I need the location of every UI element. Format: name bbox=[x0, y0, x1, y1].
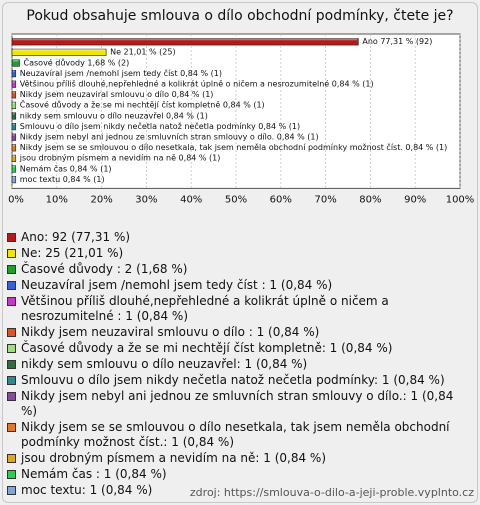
bar-data-label: Ano 77,31 % (92) bbox=[362, 37, 433, 47]
legend-swatch bbox=[7, 344, 16, 353]
bar-data-label: Smlouvu o dílo jsem nikdy nečetla natož nečetla podmínky 0,84 % (1) bbox=[19, 121, 301, 131]
bar-highlight bbox=[13, 70, 15, 72]
x-tick-label: 100% bbox=[445, 194, 475, 206]
legend-swatch bbox=[7, 297, 16, 306]
legend-item bbox=[6, 325, 472, 340]
legend-swatch bbox=[7, 281, 16, 290]
bar-chart-plot bbox=[0, 30, 480, 230]
legend-item bbox=[6, 294, 472, 324]
bar-highlight bbox=[13, 145, 15, 147]
legend-swatch bbox=[7, 454, 16, 463]
bar-highlight bbox=[13, 81, 15, 83]
legend-item bbox=[6, 357, 472, 372]
legend-label: Neuzavíral jsem /nemohl jsem tedy číst : 1 (0,84 %) bbox=[21, 278, 333, 292]
bar-data-label: Nikdy jsem nebyl ani jednou ze smluvních stran smlouvy o dílo. 0,84 % (1) bbox=[19, 132, 319, 142]
x-tick-label: 80% bbox=[359, 194, 382, 206]
bar-data-label: jsou drobným písmem a nevidím na ně 0,84 % (1) bbox=[19, 153, 221, 163]
legend-label: nikdy sem smlouvu o dílo neuzavřel: 1 (0,84 %) bbox=[21, 357, 308, 371]
x-tick-label: 20% bbox=[90, 194, 113, 206]
bar-data-label: Nikdy jsem neuzaviral smlouvu o dílo 0,84 % (1) bbox=[19, 90, 214, 100]
bar-data-label: nikdy sem smlouvu o dílo neuzavřel 0,84 % (1) bbox=[19, 111, 208, 121]
bar-highlight bbox=[13, 123, 15, 125]
legend-item bbox=[6, 230, 472, 245]
legend-item bbox=[6, 278, 472, 293]
legend-label: Většinou příliš dlouhé,nepřehledné a kolikrát úplně o ničem a nesrozumitelné : 1 (0,84 %) bbox=[21, 294, 389, 323]
legend-swatch bbox=[7, 470, 16, 479]
legend-label: Časové důvody : 2 (1,68 %) bbox=[21, 262, 188, 276]
legend-item bbox=[6, 246, 472, 261]
chart-title: Pokud obsahuje smlouva o dílo obchodní podmínky, čtete je? bbox=[26, 8, 454, 24]
legend-label: Časové důvody a že se mi nechtějí číst kompletně: 1 (0,84 %) bbox=[21, 341, 393, 355]
source-note: zdroj: https://smlouva-o-dilo-a-jeji-proble.vyplnto.cz bbox=[189, 486, 474, 499]
legend-swatch bbox=[7, 233, 16, 242]
legend-item bbox=[6, 262, 472, 277]
legend-swatch bbox=[7, 265, 16, 274]
legend-label: Nemám čas : 1 (0,84 %) bbox=[21, 467, 167, 481]
bar-highlight bbox=[13, 49, 105, 51]
legend-swatch bbox=[7, 423, 16, 432]
bar-data-label: moc textu 0,84 % (1) bbox=[19, 174, 105, 184]
bar-highlight bbox=[13, 166, 15, 168]
bar-highlight bbox=[13, 39, 357, 41]
legend-swatch bbox=[7, 376, 16, 385]
legend-item bbox=[6, 341, 472, 356]
bar-data-label: Nikdy jsem se se smlouvou o dílo nesetkala, tak jsem neměla obchodní podmínky možnost číst. 0,84 % (1) bbox=[19, 143, 448, 153]
legend-label: moc textu: 1 (0,84 %) bbox=[21, 483, 153, 497]
legend-swatch bbox=[7, 486, 16, 495]
bar-highlight bbox=[13, 113, 15, 115]
legend-swatch bbox=[7, 328, 16, 337]
x-tick-label: 70% bbox=[314, 194, 337, 206]
bar-data-label: Nemám čas 0,84 % (1) bbox=[19, 164, 112, 174]
legend-label: Smlouvu o dílo jsem nikdy nečetla natož nečetla podmínky: 1 (0,84 %) bbox=[21, 373, 445, 387]
bar-data-label: Časové důvody 1,68 % (2) bbox=[23, 58, 130, 68]
legend-label: Ne: 25 (21,01 %) bbox=[21, 246, 124, 260]
legend-label: Nikdy jsem neuzaviral smlouvu o dílo : 1 (0,84 %) bbox=[21, 325, 320, 339]
legend-swatch bbox=[7, 392, 16, 401]
x-tick-label: 60% bbox=[269, 194, 292, 206]
bar-data-label: Časové důvody a že se mi nechtějí číst kompletně 0,84 % (1) bbox=[19, 100, 265, 110]
bar-data-label: Neuzavíral jsem /nemohl jsem tedy číst 0,84 % (1) bbox=[19, 68, 222, 78]
legend-item bbox=[6, 420, 472, 450]
legend-item bbox=[6, 373, 472, 388]
x-tick-label: 10% bbox=[45, 194, 68, 206]
x-tick-label: 50% bbox=[224, 194, 248, 206]
legend-item bbox=[6, 467, 472, 482]
x-tick-label: 90% bbox=[404, 194, 427, 206]
bar-highlight bbox=[13, 155, 15, 157]
bar-highlight bbox=[13, 134, 15, 136]
bar-highlight bbox=[13, 92, 15, 94]
legend-item bbox=[6, 389, 472, 419]
bar-data-label: Většinou příliš dlouhé,nepřehledné a kolikrát úplně o ničem a nesrozumitelné 0,84 % (1) bbox=[19, 79, 374, 89]
legend-swatch bbox=[7, 360, 16, 369]
legend-item bbox=[6, 451, 472, 466]
legend-swatch bbox=[7, 249, 16, 258]
legend-label: Ano: 92 (77,31 %) bbox=[21, 230, 131, 244]
legend-label: Nikdy jsem se se smlouvou o dílo nesetkala, tak jsem neměla obchodní podmínky možnost číst.: 1 (0,84 %) bbox=[21, 420, 450, 449]
chart-legend bbox=[6, 230, 472, 499]
x-tick-label: 40% bbox=[180, 194, 203, 206]
bar-highlight bbox=[13, 176, 15, 178]
legend-label: jsou drobným písmem a nevidím na ně: 1 (0,84 %) bbox=[21, 451, 326, 465]
x-tick-label: 0% bbox=[8, 194, 24, 206]
bar-data-label: Ne 21,01 % (25) bbox=[110, 47, 176, 57]
legend-label: Nikdy jsem nebyl ani jednou ze smluvních stran smlouvy o dílo.: 1 (0,84 %) bbox=[21, 389, 454, 418]
bar-highlight bbox=[13, 102, 15, 104]
x-tick-label: 30% bbox=[135, 194, 158, 206]
bar-highlight bbox=[13, 60, 19, 62]
